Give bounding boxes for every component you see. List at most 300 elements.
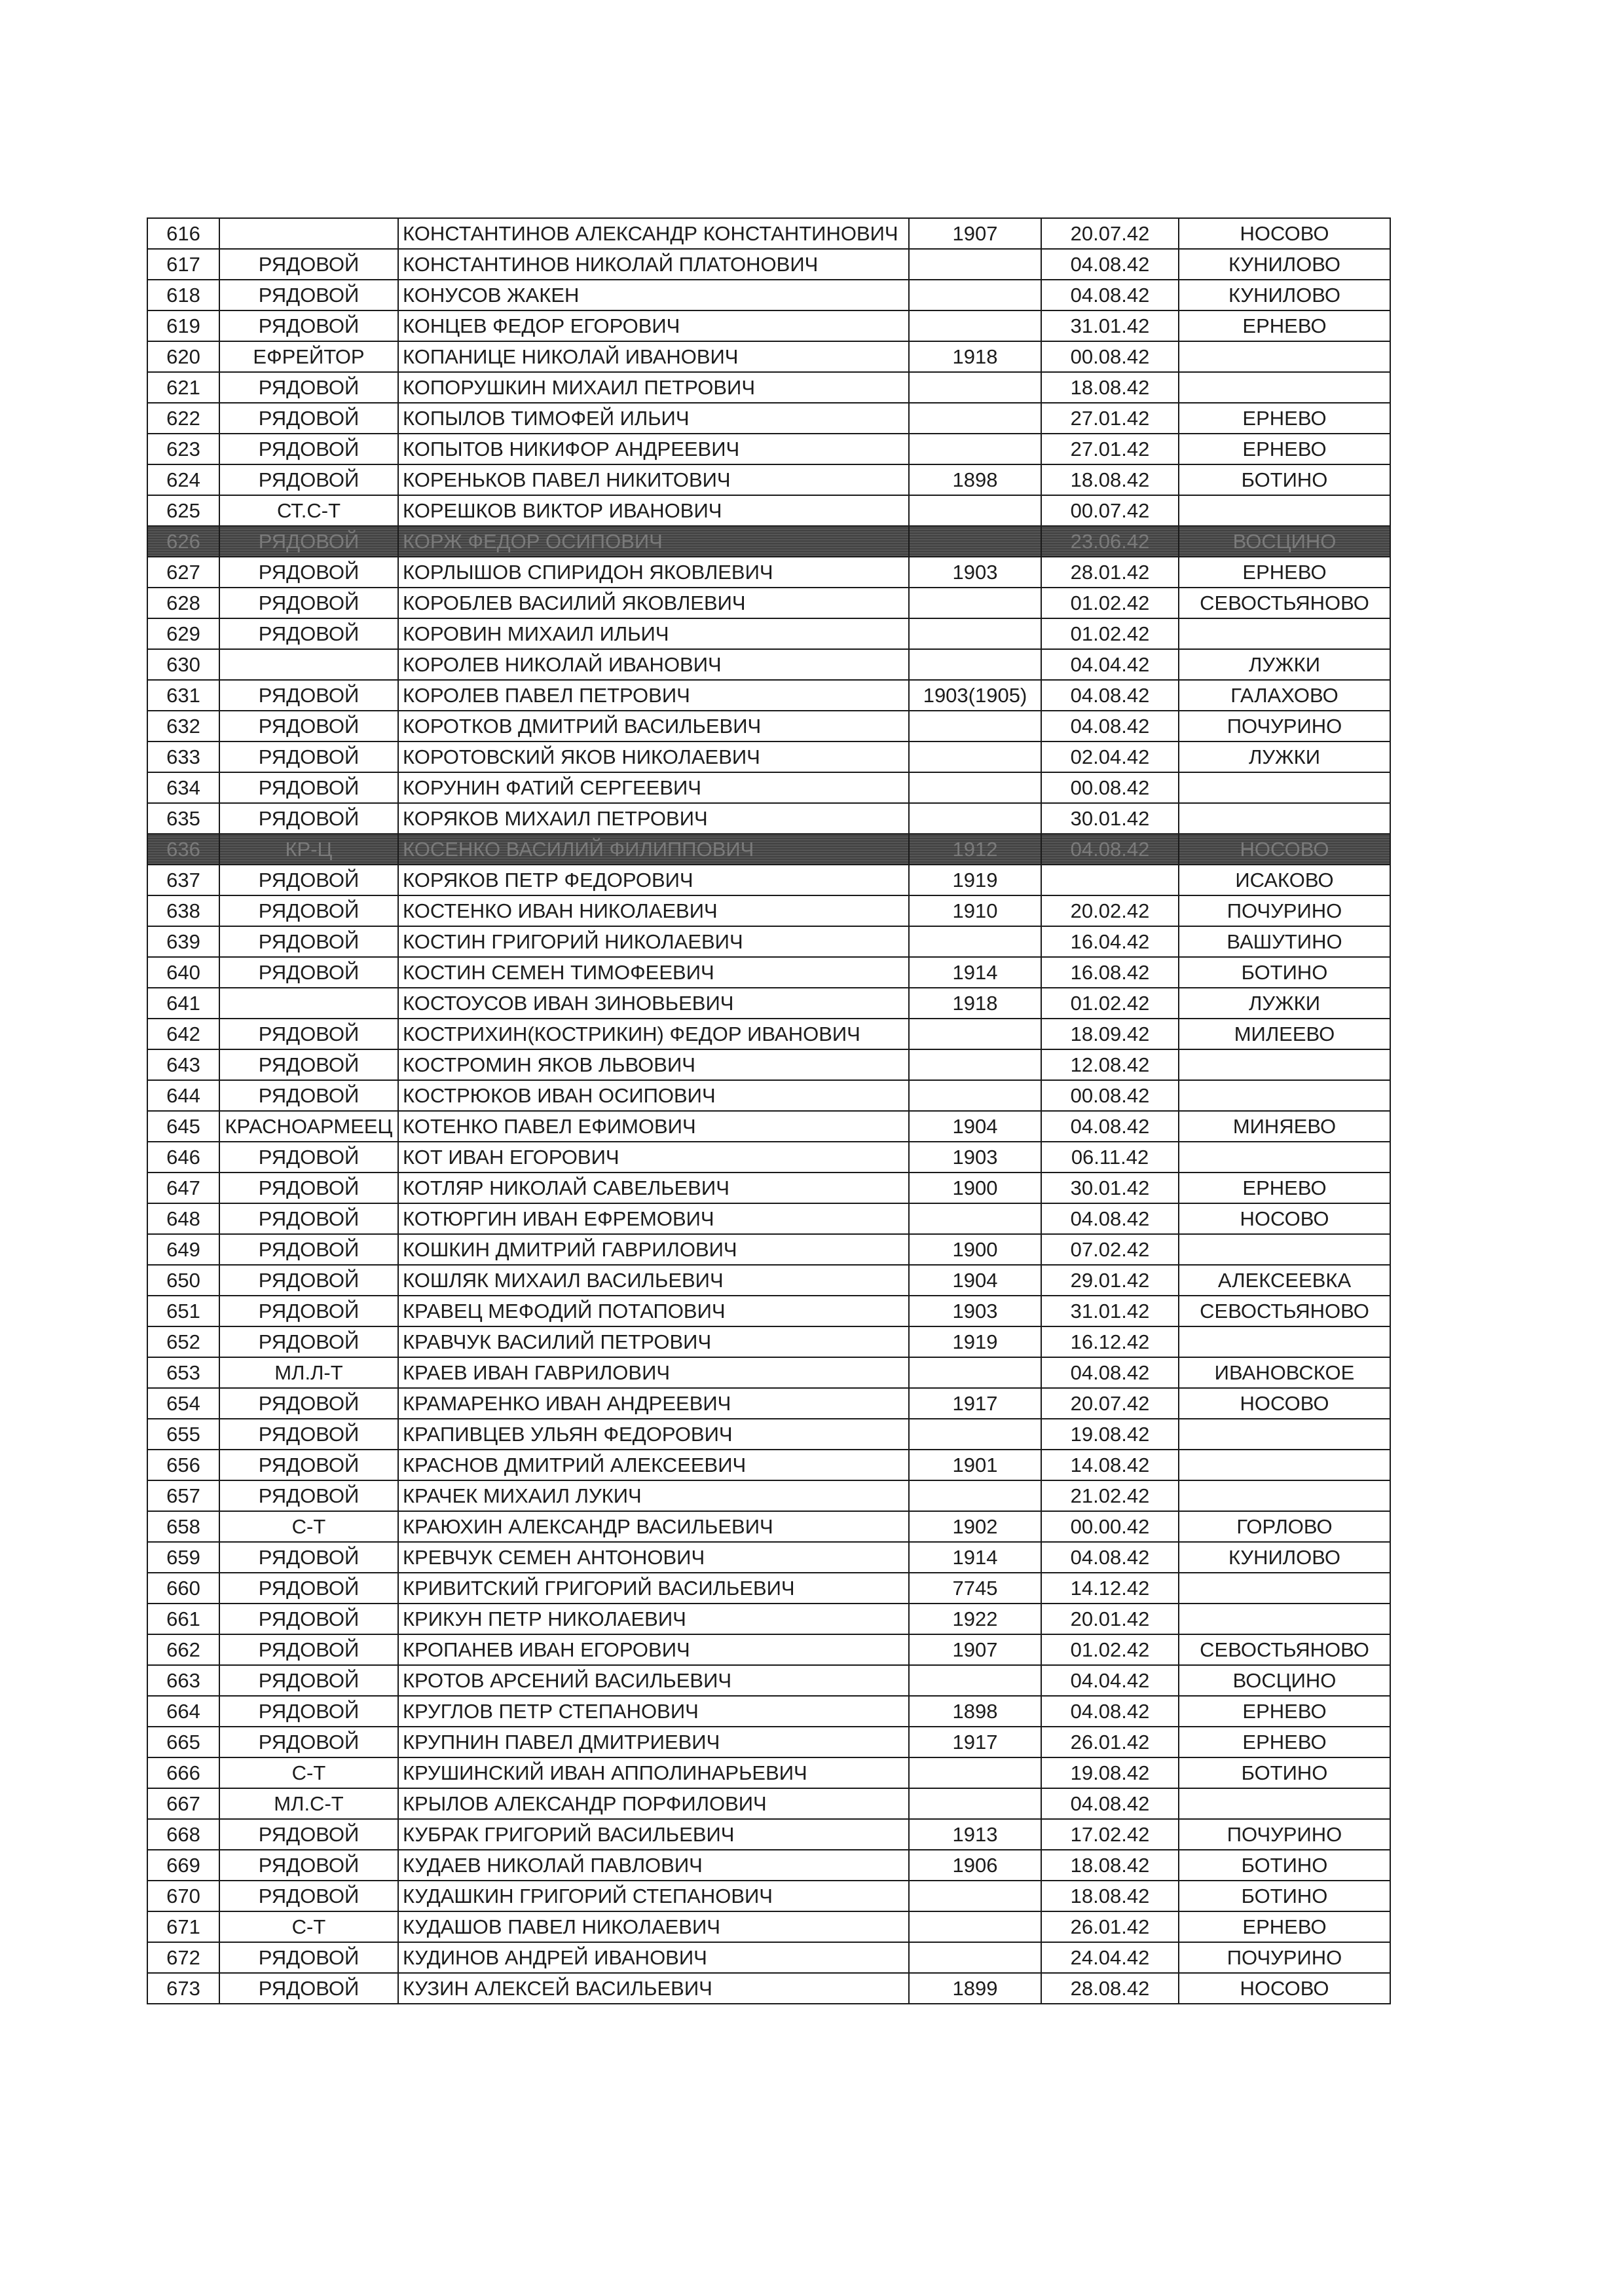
row-number: 648: [147, 1203, 219, 1234]
rank-cell: РЯДОВОЙ: [219, 1573, 398, 1604]
table-row: [147, 1634, 1390, 1665]
row-number: 617: [147, 249, 219, 280]
place-cell: [1179, 1573, 1390, 1604]
birth-year-cell: [909, 1911, 1041, 1942]
date-cell: 18.09.42: [1041, 1019, 1179, 1049]
row-number: 656: [147, 1450, 219, 1480]
name-cell: КОРОБЛЕВ ВАСИЛИЙ ЯКОВЛЕВИЧ: [398, 588, 909, 618]
date-cell: 28.08.42: [1041, 1973, 1179, 2004]
table-row: [147, 1727, 1390, 1757]
place-cell: ЛУЖКИ: [1179, 649, 1390, 680]
table-row: [147, 1480, 1390, 1511]
name-cell: КРАЧЕК МИХАИЛ ЛУКИЧ: [398, 1480, 909, 1511]
place-cell: ВОСЦИНО: [1179, 1665, 1390, 1696]
date-cell: 04.08.42: [1041, 1111, 1179, 1142]
date-cell: 19.08.42: [1041, 1757, 1179, 1788]
name-cell: КОРОВИН МИХАИЛ ИЛЬИЧ: [398, 618, 909, 649]
rank-cell: РЯДОВОЙ: [219, 464, 398, 495]
rank-cell: С-Т: [219, 1911, 398, 1942]
row-number: 644: [147, 1080, 219, 1111]
date-cell: 14.12.42: [1041, 1573, 1179, 1604]
place-cell: НОСОВО: [1179, 218, 1390, 249]
birth-year-cell: [909, 1080, 1041, 1111]
date-cell: 06.11.42: [1041, 1142, 1179, 1173]
name-cell: КОСТРОМИН ЯКОВ ЛЬВОВИЧ: [398, 1049, 909, 1080]
place-cell: ИВАНОВСКОЕ: [1179, 1357, 1390, 1388]
row-number: 643: [147, 1049, 219, 1080]
birth-year-cell: 1901: [909, 1450, 1041, 1480]
date-cell: 04.08.42: [1041, 1788, 1179, 1819]
date-cell: 16.12.42: [1041, 1326, 1179, 1357]
birth-year-cell: [909, 711, 1041, 741]
date-cell: 16.08.42: [1041, 957, 1179, 988]
row-number: 650: [147, 1265, 219, 1296]
place-cell: НОСОВО: [1179, 834, 1390, 865]
birth-year-cell: [909, 1665, 1041, 1696]
birth-year-cell: 1899: [909, 1973, 1041, 2004]
rank-cell: РЯДОВОЙ: [219, 926, 398, 957]
birth-year-cell: [909, 618, 1041, 649]
place-cell: ЕРНЕВО: [1179, 1696, 1390, 1727]
name-cell: КОРЯКОВ МИХАИЛ ПЕТРОВИЧ: [398, 803, 909, 834]
name-cell: КОТЛЯР НИКОЛАЙ САВЕЛЬЕВИЧ: [398, 1173, 909, 1203]
name-cell: КРАВЧУК ВАСИЛИЙ ПЕТРОВИЧ: [398, 1326, 909, 1357]
birth-year-cell: 1904: [909, 1265, 1041, 1296]
table-row: [147, 434, 1390, 464]
table-row: [147, 1942, 1390, 1973]
place-cell: НОСОВО: [1179, 1973, 1390, 2004]
row-number: 632: [147, 711, 219, 741]
rank-cell: РЯДОВОЙ: [219, 1665, 398, 1696]
name-cell: КОРЖ ФЕДОР ОСИПОВИЧ: [398, 526, 909, 557]
table-row: [147, 1757, 1390, 1788]
rank-cell: РЯДОВОЙ: [219, 1973, 398, 2004]
name-cell: КОРЕШКОВ ВИКТОР ИВАНОВИЧ: [398, 495, 909, 526]
date-cell: 18.08.42: [1041, 464, 1179, 495]
row-number: 654: [147, 1388, 219, 1419]
table-row: [147, 341, 1390, 372]
table-row: [147, 1234, 1390, 1265]
birth-year-cell: [909, 249, 1041, 280]
date-cell: 26.01.42: [1041, 1727, 1179, 1757]
date-cell: [1041, 865, 1179, 895]
name-cell: КОРЛЫШОВ СПИРИДОН ЯКОВЛЕВИЧ: [398, 557, 909, 588]
table-row: [147, 741, 1390, 772]
birth-year-cell: 1912: [909, 834, 1041, 865]
date-cell: 04.08.42: [1041, 249, 1179, 280]
rank-cell: РЯДОВОЙ: [219, 1019, 398, 1049]
rank-cell: КР-Ц: [219, 834, 398, 865]
date-cell: 16.04.42: [1041, 926, 1179, 957]
place-cell: ЕРНЕВО: [1179, 1173, 1390, 1203]
place-cell: ПОЧУРИНО: [1179, 1942, 1390, 1973]
row-number: 625: [147, 495, 219, 526]
place-cell: [1179, 1234, 1390, 1265]
row-number: 669: [147, 1850, 219, 1881]
row-number: 624: [147, 464, 219, 495]
birth-year-cell: [909, 1788, 1041, 1819]
rank-cell: [219, 988, 398, 1019]
date-cell: 01.02.42: [1041, 988, 1179, 1019]
place-cell: [1179, 341, 1390, 372]
table-row: [147, 1111, 1390, 1142]
name-cell: КРАВЕЦ МЕФОДИЙ ПОТАПОВИЧ: [398, 1296, 909, 1326]
place-cell: [1179, 372, 1390, 403]
table-row: [147, 1450, 1390, 1480]
name-cell: КОРОТОВСКИЙ ЯКОВ НИКОЛАЕВИЧ: [398, 741, 909, 772]
birth-year-cell: [909, 310, 1041, 341]
date-cell: 04.08.42: [1041, 1203, 1179, 1234]
place-cell: БОТИНО: [1179, 957, 1390, 988]
rank-cell: РЯДОВОЙ: [219, 1326, 398, 1357]
row-number: 639: [147, 926, 219, 957]
place-cell: ЕРНЕВО: [1179, 1727, 1390, 1757]
birth-year-cell: [909, 588, 1041, 618]
table-row: [147, 803, 1390, 834]
rank-cell: ЕФРЕЙТОР: [219, 341, 398, 372]
birth-year-cell: 1898: [909, 464, 1041, 495]
date-cell: 04.08.42: [1041, 1357, 1179, 1388]
date-cell: 31.01.42: [1041, 1296, 1179, 1326]
name-cell: КОРОЛЕВ ПАВЕЛ ПЕТРОВИЧ: [398, 680, 909, 711]
row-number: 630: [147, 649, 219, 680]
name-cell: КОСТИН ГРИГОРИЙ НИКОЛАЕВИЧ: [398, 926, 909, 957]
table-row: [147, 618, 1390, 649]
date-cell: 12.08.42: [1041, 1049, 1179, 1080]
table-row: [147, 957, 1390, 988]
table-row: [147, 1850, 1390, 1881]
name-cell: КУДИНОВ АНДРЕЙ ИВАНОВИЧ: [398, 1942, 909, 1973]
row-number: 616: [147, 218, 219, 249]
birth-year-cell: [909, 803, 1041, 834]
rank-cell: РЯДОВОЙ: [219, 895, 398, 926]
table-row: [147, 1604, 1390, 1634]
table-row: [147, 372, 1390, 403]
row-number: 629: [147, 618, 219, 649]
rank-cell: РЯДОВОЙ: [219, 1542, 398, 1573]
name-cell: КРИВИТСКИЙ ГРИГОРИЙ ВАСИЛЬЕВИЧ: [398, 1573, 909, 1604]
name-cell: КОСТРИХИН(КОСТРИКИН) ФЕДОР ИВАНОВИЧ: [398, 1019, 909, 1049]
place-cell: АЛЕКСЕЕВКА: [1179, 1265, 1390, 1296]
row-number: 640: [147, 957, 219, 988]
birth-year-cell: 1918: [909, 988, 1041, 1019]
name-cell: КРЕВЧУК СЕМЕН АНТОНОВИЧ: [398, 1542, 909, 1573]
rank-cell: РЯДОВОЙ: [219, 957, 398, 988]
rank-cell: РЯДОВОЙ: [219, 1727, 398, 1757]
row-number: 635: [147, 803, 219, 834]
row-number: 660: [147, 1573, 219, 1604]
table-row: [147, 249, 1390, 280]
table-row: [147, 834, 1390, 865]
table-row: [147, 1542, 1390, 1573]
table-row: [147, 1265, 1390, 1296]
place-cell: [1179, 618, 1390, 649]
place-cell: [1179, 772, 1390, 803]
row-number: 631: [147, 680, 219, 711]
place-cell: ГАЛАХОВО: [1179, 680, 1390, 711]
date-cell: 04.04.42: [1041, 1665, 1179, 1696]
table-row: [147, 1080, 1390, 1111]
birth-year-cell: 1907: [909, 218, 1041, 249]
rank-cell: РЯДОВОЙ: [219, 280, 398, 310]
place-cell: СЕВОСТЬЯНОВО: [1179, 1296, 1390, 1326]
row-number: 626: [147, 526, 219, 557]
date-cell: 01.02.42: [1041, 588, 1179, 618]
birth-year-cell: [909, 1049, 1041, 1080]
birth-year-cell: [909, 1203, 1041, 1234]
place-cell: ЕРНЕВО: [1179, 403, 1390, 434]
row-number: 664: [147, 1696, 219, 1727]
place-cell: ПОЧУРИНО: [1179, 895, 1390, 926]
rank-cell: РЯДОВОЙ: [219, 310, 398, 341]
date-cell: 02.04.42: [1041, 741, 1179, 772]
row-number: 668: [147, 1819, 219, 1850]
table-row: [147, 1819, 1390, 1850]
rank-cell: РЯДОВОЙ: [219, 1696, 398, 1727]
rank-cell: РЯДОВОЙ: [219, 1419, 398, 1450]
birth-year-cell: 1903: [909, 1296, 1041, 1326]
name-cell: КОСТОУСОВ ИВАН ЗИНОВЬЕВИЧ: [398, 988, 909, 1019]
table-row: [147, 1881, 1390, 1911]
name-cell: КРЫЛОВ АЛЕКСАНДР ПОРФИЛОВИЧ: [398, 1788, 909, 1819]
rank-cell: РЯДОВОЙ: [219, 372, 398, 403]
rank-cell: С-Т: [219, 1757, 398, 1788]
row-number: 658: [147, 1511, 219, 1542]
row-number: 653: [147, 1357, 219, 1388]
birth-year-cell: [909, 434, 1041, 464]
birth-year-cell: 1913: [909, 1819, 1041, 1850]
date-cell: 28.01.42: [1041, 557, 1179, 588]
place-cell: ЕРНЕВО: [1179, 557, 1390, 588]
rank-cell: РЯДОВОЙ: [219, 711, 398, 741]
date-cell: 14.08.42: [1041, 1450, 1179, 1480]
table-row: [147, 895, 1390, 926]
name-cell: КОНСТАНТИНОВ АЛЕКСАНДР КОНСТАНТИНОВИЧ: [398, 218, 909, 249]
name-cell: КУДАШКИН ГРИГОРИЙ СТЕПАНОВИЧ: [398, 1881, 909, 1911]
birth-year-cell: 1900: [909, 1173, 1041, 1203]
rank-cell: [219, 218, 398, 249]
roster-body: [147, 218, 1390, 2004]
birth-year-cell: 1917: [909, 1388, 1041, 1419]
table-row: [147, 772, 1390, 803]
place-cell: БОТИНО: [1179, 1881, 1390, 1911]
birth-year-cell: 1914: [909, 957, 1041, 988]
birth-year-cell: [909, 1942, 1041, 1973]
rank-cell: РЯДОВОЙ: [219, 1942, 398, 1973]
birth-year-cell: 1903(1905): [909, 680, 1041, 711]
birth-year-cell: 1906: [909, 1850, 1041, 1881]
birth-year-cell: [909, 526, 1041, 557]
row-number: 655: [147, 1419, 219, 1450]
table-row: [147, 1511, 1390, 1542]
table-row: [147, 1973, 1390, 2004]
rank-cell: РЯДОВОЙ: [219, 1265, 398, 1296]
place-cell: НОСОВО: [1179, 1388, 1390, 1419]
date-cell: 04.08.42: [1041, 1696, 1179, 1727]
name-cell: КРУПНИН ПАВЕЛ ДМИТРИЕВИЧ: [398, 1727, 909, 1757]
birth-year-cell: 1914: [909, 1542, 1041, 1573]
date-cell: 04.08.42: [1041, 834, 1179, 865]
table-row: [147, 1019, 1390, 1049]
row-number: 649: [147, 1234, 219, 1265]
table-row: [147, 926, 1390, 957]
date-cell: 27.01.42: [1041, 403, 1179, 434]
name-cell: КРОПАНЕВ ИВАН ЕГОРОВИЧ: [398, 1634, 909, 1665]
birth-year-cell: 7745: [909, 1573, 1041, 1604]
row-number: 661: [147, 1604, 219, 1634]
name-cell: КРАСНОВ ДМИТРИЙ АЛЕКСЕЕВИЧ: [398, 1450, 909, 1480]
row-number: 672: [147, 1942, 219, 1973]
place-cell: [1179, 1326, 1390, 1357]
name-cell: КУДАЕВ НИКОЛАЙ ПАВЛОВИЧ: [398, 1850, 909, 1881]
birth-year-cell: 1903: [909, 557, 1041, 588]
place-cell: БОТИНО: [1179, 464, 1390, 495]
rank-cell: РЯДОВОЙ: [219, 1049, 398, 1080]
place-cell: БОТИНО: [1179, 1850, 1390, 1881]
birth-year-cell: [909, 649, 1041, 680]
date-cell: 00.08.42: [1041, 1080, 1179, 1111]
table-row: [147, 1296, 1390, 1326]
name-cell: КУДАШОВ ПАВЕЛ НИКОЛАЕВИЧ: [398, 1911, 909, 1942]
place-cell: МИНЯЕВО: [1179, 1111, 1390, 1142]
date-cell: 04.04.42: [1041, 649, 1179, 680]
table-row: [147, 1326, 1390, 1357]
name-cell: КУБРАК ГРИГОРИЙ ВАСИЛЬЕВИЧ: [398, 1819, 909, 1850]
row-number: 671: [147, 1911, 219, 1942]
birth-year-cell: [909, 1881, 1041, 1911]
name-cell: КОРЕНЬКОВ ПАВЕЛ НИКИТОВИЧ: [398, 464, 909, 495]
place-cell: [1179, 1142, 1390, 1173]
birth-year-cell: [909, 772, 1041, 803]
row-number: 670: [147, 1881, 219, 1911]
table-row: [147, 403, 1390, 434]
rank-cell: РЯДОВОЙ: [219, 1203, 398, 1234]
rank-cell: [219, 649, 398, 680]
place-cell: СЕВОСТЬЯНОВО: [1179, 588, 1390, 618]
date-cell: 17.02.42: [1041, 1819, 1179, 1850]
row-number: 618: [147, 280, 219, 310]
place-cell: [1179, 1049, 1390, 1080]
place-cell: ИСАКОВО: [1179, 865, 1390, 895]
name-cell: КУЗИН АЛЕКСЕЙ ВАСИЛЬЕВИЧ: [398, 1973, 909, 2004]
row-number: 657: [147, 1480, 219, 1511]
table-row: [147, 711, 1390, 741]
name-cell: КОНЦЕВ ФЕДОР ЕГОРОВИЧ: [398, 310, 909, 341]
place-cell: СЕВОСТЬЯНОВО: [1179, 1634, 1390, 1665]
table-row: [147, 1419, 1390, 1450]
row-number: 619: [147, 310, 219, 341]
row-number: 647: [147, 1173, 219, 1203]
birth-year-cell: 1900: [909, 1234, 1041, 1265]
birth-year-cell: 1907: [909, 1634, 1041, 1665]
name-cell: КОРЯКОВ ПЕТР ФЕДОРОВИЧ: [398, 865, 909, 895]
table-row: [147, 1665, 1390, 1696]
date-cell: 27.01.42: [1041, 434, 1179, 464]
date-cell: 04.08.42: [1041, 1542, 1179, 1573]
rank-cell: РЯДОВОЙ: [219, 865, 398, 895]
place-cell: МИЛЕЕВО: [1179, 1019, 1390, 1049]
rank-cell: РЯДОВОЙ: [219, 1080, 398, 1111]
row-number: 641: [147, 988, 219, 1019]
rank-cell: РЯДОВОЙ: [219, 772, 398, 803]
rank-cell: РЯДОВОЙ: [219, 1480, 398, 1511]
table-row: [147, 310, 1390, 341]
rank-cell: МЛ.Л-Т: [219, 1357, 398, 1388]
date-cell: 18.08.42: [1041, 1850, 1179, 1881]
rank-cell: МЛ.С-Т: [219, 1788, 398, 1819]
date-cell: 20.02.42: [1041, 895, 1179, 926]
table-row: [147, 557, 1390, 588]
rank-cell: РЯДОВОЙ: [219, 1850, 398, 1881]
table-row: [147, 280, 1390, 310]
birth-year-cell: 1898: [909, 1696, 1041, 1727]
row-number: 673: [147, 1973, 219, 2004]
name-cell: КОШЛЯК МИХАИЛ ВАСИЛЬЕВИЧ: [398, 1265, 909, 1296]
date-cell: 20.01.42: [1041, 1604, 1179, 1634]
row-number: 646: [147, 1142, 219, 1173]
birth-year-cell: 1919: [909, 1326, 1041, 1357]
place-cell: [1179, 1788, 1390, 1819]
date-cell: 04.08.42: [1041, 680, 1179, 711]
place-cell: ПОЧУРИНО: [1179, 711, 1390, 741]
rank-cell: РЯДОВОЙ: [219, 588, 398, 618]
rank-cell: РЯДОВОЙ: [219, 803, 398, 834]
date-cell: 01.02.42: [1041, 618, 1179, 649]
name-cell: КОРОТКОВ ДМИТРИЙ ВАСИЛЬЕВИЧ: [398, 711, 909, 741]
table-row: [147, 1911, 1390, 1942]
rank-cell: РЯДОВОЙ: [219, 1881, 398, 1911]
row-number: 633: [147, 741, 219, 772]
rank-cell: РЯДОВОЙ: [219, 1142, 398, 1173]
place-cell: КУНИЛОВО: [1179, 1542, 1390, 1573]
table-row: [147, 526, 1390, 557]
table-row: [147, 649, 1390, 680]
place-cell: [1179, 1604, 1390, 1634]
place-cell: [1179, 1080, 1390, 1111]
row-number: 642: [147, 1019, 219, 1049]
birth-year-cell: [909, 1019, 1041, 1049]
row-number: 627: [147, 557, 219, 588]
place-cell: ЕРНЕВО: [1179, 1911, 1390, 1942]
name-cell: КОНСТАНТИНОВ НИКОЛАЙ ПЛАТОНОВИЧ: [398, 249, 909, 280]
rank-cell: С-Т: [219, 1511, 398, 1542]
date-cell: 00.07.42: [1041, 495, 1179, 526]
table-row: [147, 464, 1390, 495]
name-cell: КОШКИН ДМИТРИЙ ГАВРИЛОВИЧ: [398, 1234, 909, 1265]
birth-year-cell: [909, 1357, 1041, 1388]
birth-year-cell: [909, 495, 1041, 526]
name-cell: КОСЕНКО ВАСИЛИЙ ФИЛИППОВИЧ: [398, 834, 909, 865]
table-row: [147, 588, 1390, 618]
name-cell: КОТЮРГИН ИВАН ЕФРЕМОВИЧ: [398, 1203, 909, 1234]
date-cell: 21.02.42: [1041, 1480, 1179, 1511]
date-cell: 04.08.42: [1041, 711, 1179, 741]
row-number: 621: [147, 372, 219, 403]
place-cell: ПОЧУРИНО: [1179, 1819, 1390, 1850]
table-row: [147, 1357, 1390, 1388]
place-cell: КУНИЛОВО: [1179, 280, 1390, 310]
row-number: 645: [147, 1111, 219, 1142]
row-number: 623: [147, 434, 219, 464]
rank-cell: КРАСНОАРМЕЕЦ: [219, 1111, 398, 1142]
birth-year-cell: 1922: [909, 1604, 1041, 1634]
place-cell: [1179, 1419, 1390, 1450]
birth-year-cell: [909, 926, 1041, 957]
row-number: 665: [147, 1727, 219, 1757]
date-cell: 20.07.42: [1041, 218, 1179, 249]
place-cell: ВОСЦИНО: [1179, 526, 1390, 557]
rank-cell: РЯДОВОЙ: [219, 1234, 398, 1265]
